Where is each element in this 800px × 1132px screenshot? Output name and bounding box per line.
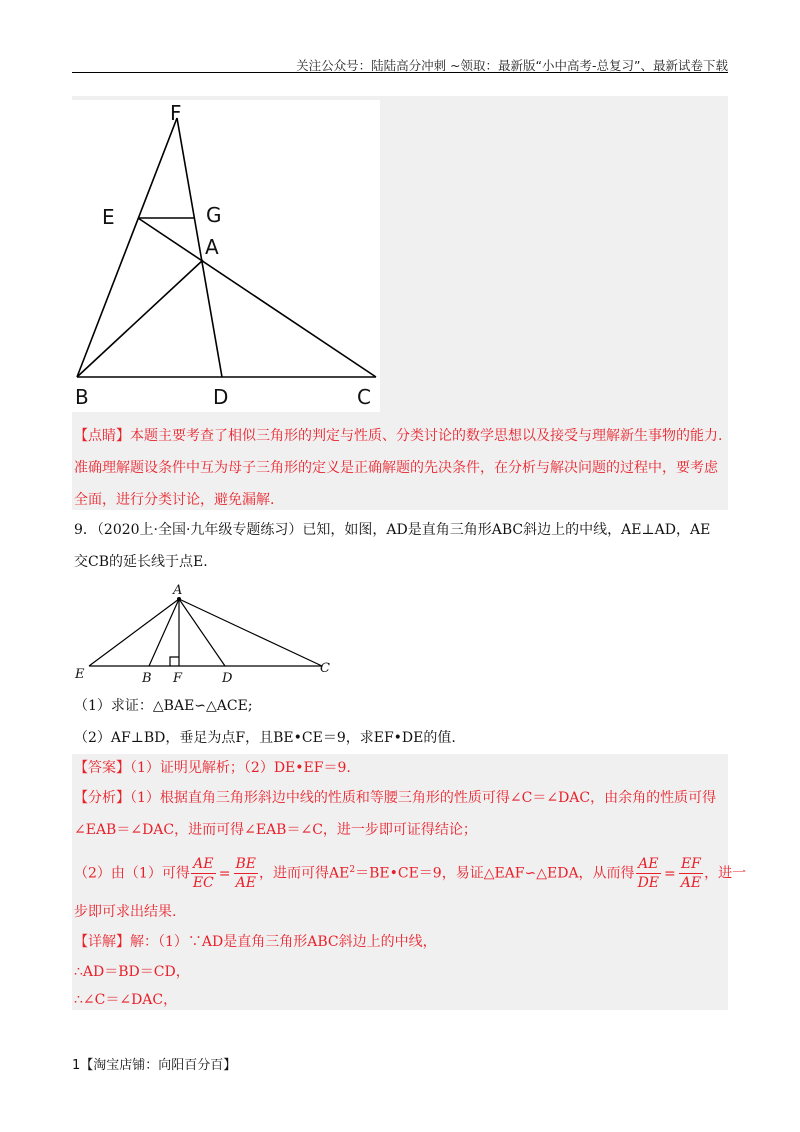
- equals-sign: =: [664, 865, 676, 882]
- segment-ac-2: [179, 599, 322, 666]
- answer-line: [74, 758, 724, 778]
- comment-line-2: 准确理解题设条件中互为母子三角形的定义是正确解题的先决条件，在分析与解决问题的过程中，要考虑: [74, 460, 718, 476]
- answer-tag: 【答案】: [74, 760, 130, 776]
- segment-ea-2: [89, 599, 179, 666]
- page-footer: 1【淘宝店铺：向阳百分百】: [72, 1058, 237, 1073]
- detail-text-1: 解：（1）∵AD是直角三角形ABC斜边上的中线，: [130, 934, 437, 950]
- fraction-denominator: DE: [637, 875, 660, 892]
- fraction-numerator: AE: [191, 855, 216, 874]
- answer-text: （1）证明见解析；（2）DE•EF＝9.: [130, 760, 351, 776]
- label-f-2: F: [173, 671, 183, 686]
- comment-line-3: 全面，进行分类讨论，避免漏解.: [74, 492, 275, 508]
- triangle-figure-2: [72, 582, 342, 686]
- page-header: 关注公众号：陆陆高分冲刺 ~领取：最新版“小中高考-总复习”、最新试卷下载: [296, 58, 728, 73]
- fraction-be-ae: [234, 855, 259, 892]
- equals-sign: =: [218, 865, 231, 882]
- analysis-line-1: [74, 788, 724, 808]
- label-b-2: B: [142, 671, 152, 686]
- label-d: D: [213, 385, 229, 409]
- segment-ab-2: [149, 599, 179, 666]
- detail-line-1: [74, 932, 724, 952]
- analysis-tag: 【分析】: [74, 790, 130, 806]
- question-line-2: 交CB的延长线于点E.: [74, 554, 208, 570]
- detail-tag: 【详解】: [74, 934, 130, 950]
- detail-line-3: ∴∠C＝∠DAC，: [74, 992, 178, 1008]
- question-line-1: 9．（2020上·全国·九年级专题练习）已知，如图，AD是直角三角形ABC斜边上的中线，AE⊥AD，AE: [74, 522, 711, 538]
- label-b: B: [75, 385, 89, 409]
- fraction-numerator: EF: [679, 855, 703, 874]
- fraction-denominator: AE: [680, 875, 702, 892]
- analysis-line-2: ∠EAB＝∠DAC，进而可得∠EAB＝∠C，进一步即可证得结论；: [74, 822, 477, 838]
- fraction-ae-ec: [191, 855, 216, 892]
- right-angle-mark: [170, 657, 179, 666]
- comment-line-1: [74, 426, 724, 446]
- comment-tag: 【点睛】: [74, 428, 130, 444]
- triangle-figure-1: [72, 100, 382, 412]
- question-part-1: （1）求证：△BAE∽△ACE;: [74, 698, 253, 714]
- question-part-2: （2）AF⊥BD，垂足为点F，且BE•CE＝9，求EF•DE的值.: [74, 730, 456, 746]
- fraction-denominator: AE: [235, 875, 256, 892]
- fraction-ae-de: [636, 855, 661, 892]
- label-d-2: D: [222, 671, 233, 686]
- segment-ad-2: [179, 599, 225, 666]
- label-a: A: [205, 235, 219, 259]
- comment-text-1: 本题主要考查了相似三角形的判定与性质、分类讨论的数学思想以及接受与理解新生事物的能力.: [130, 428, 723, 444]
- fraction-numerator: BE: [235, 856, 257, 873]
- fraction-numerator: AE: [636, 855, 661, 874]
- fraction-denominator: EC: [192, 875, 214, 892]
- analysis-line-3: [74, 852, 747, 892]
- analysis-l3-pre: （2）由（1）可得: [74, 865, 190, 882]
- analysis-line-4: 步即可求出结果.: [74, 904, 177, 920]
- analysis-l3-post: ，进一: [704, 865, 747, 882]
- label-c-2: C: [320, 661, 330, 676]
- analysis-text-1: （1）根据直角三角形斜边中线的性质和等腰三角形的性质可得∠C＝∠DAC，由余角的性质可得: [130, 790, 717, 806]
- label-e-2: E: [75, 667, 85, 682]
- superscript-2: 2: [349, 865, 356, 875]
- analysis-l3-mid-a: ，进而可得AE: [259, 865, 350, 882]
- label-f: F: [170, 101, 182, 125]
- label-g: G: [206, 203, 222, 227]
- detail-line-2: ∴AD＝BD＝CD，: [74, 964, 190, 980]
- label-e: E: [102, 205, 115, 229]
- header-rule: [72, 72, 728, 73]
- label-c: C: [357, 385, 371, 409]
- label-a-2: A: [173, 583, 183, 598]
- analysis-l3-mid-b: ＝BE•CE＝9，易证△EAF∽△EDA，从而得: [355, 865, 635, 882]
- figure-1-canvas: [72, 100, 380, 412]
- fraction-ef-ae: [679, 855, 703, 892]
